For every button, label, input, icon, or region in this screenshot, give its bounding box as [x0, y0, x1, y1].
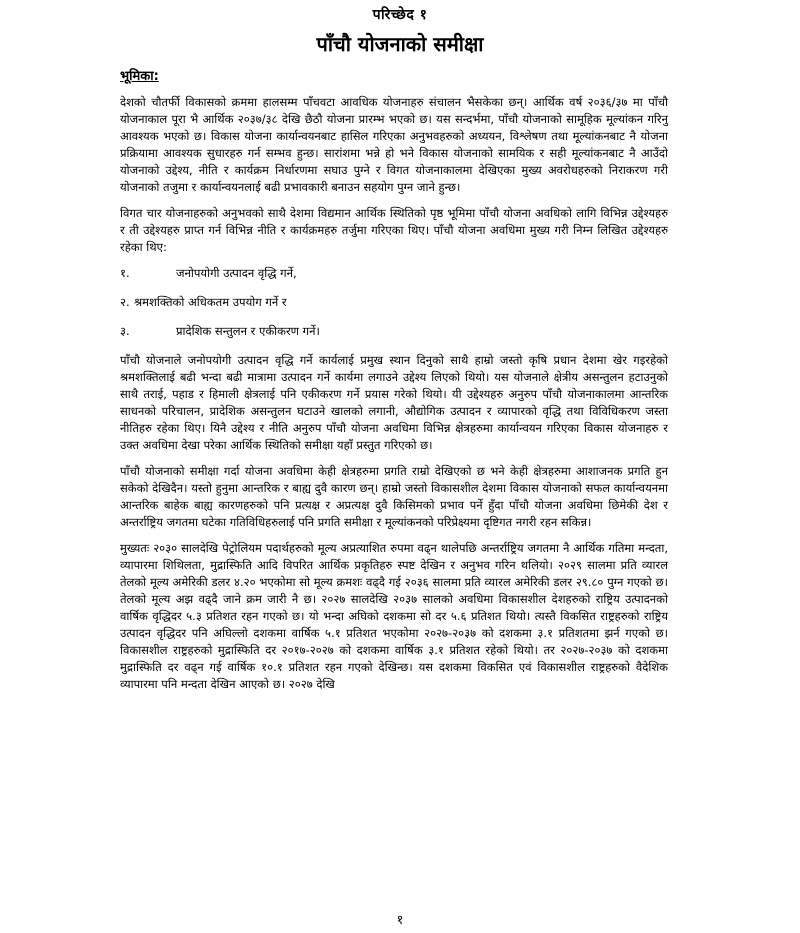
section-heading: भूमिका: [120, 69, 159, 84]
document-body [120, 68, 668, 702]
objective-text: प्रादेशिक सन्तुलन र एकीकरण गर्ने। [176, 324, 320, 338]
objective-item [120, 323, 668, 340]
paragraph-introduction: देशको चौतर्फी विकासको क्रममा हालसम्म पाँचवटा आवधिक योजनाहरु संचालन भैसकेका छन्। आर्थिक वर्ष २०३६/३७ मा पाँचौ योजनाकाल पूरा भै आर्थिक २०३७/३८ देखि छैठौ योजना प्रारम्भ भएको छ। यस सन्दर्भमा, पाँचौ योजनाको सामूहिक मूल्यांकन गरिनु आवश्यक भएको छ। विकास योजना कार्यान्वयनबाट हासिल गरिएका अनुभवहरुको अध्ययन, विश्लेषण तथा मूल्यांकनबाट नै योजना प्रक्रियामा आवश्यक सुधारहरु गर्न सम्भव हुन्छ। सारांशमा भन्ने हो भने विकास योजनाको सामयिक र सही मूल्यांकनबाट नै आउँदो योजनाको उद्देश्य, नीति र कार्यक्रम निर्धारणमा सघाउ पुग्ने र विगत योजनाकालमा देखिएका मुख्य अवरोधहरुको निराकरण गरी योजनाको तजुमा र कार्यान्वयनलाई बढी प्रभावकारी बनाउन सहयोग पुग्न जाने हुन्छ। [120, 95, 668, 194]
objective-item [120, 294, 668, 311]
page-number: १ [396, 913, 404, 928]
paragraph-economic-situation: मुख्यतः २०३० सालदेखि पेट्रोलियम पदार्थहरुको मूल्य अप्रत्याशित रुपमा वढ्न थालेपछि अन्तर्राष्ट्रिय जगतमा नै आर्थिक गतिमा मन्दता, व्यापारमा शिथिलता, मुद्रास्फिति आदि विपरित आर्थिक प्रकृतिहरु स्पष्ट देखिन र अनुभव गरिन थलियो। २०२९ सालमा प्रति व्यारल तेलको मूल्य अमेरिकी डलर ४.२० भएकोमा सो मूल्य क्रमशः वढ्दै गई २०३६ सालमा प्रति व्यारल अमेरिकी डलर २९.८० पुग्न गएको छ। तेलको मूल्य अझ वढ्दै जाने क्रम जारी नै छ। २०२७ सालदेखि २०३७ सालको अवधिमा विकासशील देशहरुको राष्ट्रिय उत्पादनको वार्षिक वृद्धिदर ५.३ प्रतिशत रहन गएको छ। यो भन्दा अघिको दशकमा सो दर ५.६ प्रतिशत थियो। त्यस्तै विकसित राष्ट्रहरुको राष्ट्रिय उत्पादन वृद्धिदर पनि अघिल्लो दशकमा वार्षिक ५.१ प्रतिशत भएकोमा २०२७-२०३७ को दशकमा ३.१ प्रतिशतमा झर्न गएको छ। विकासशील राष्ट्रहरुको मुद्रास्फिति दर २०१७-२०२७ को दशकमा वार्षिक ३.१ प्रतिशत रहेको थियो। तर २०२७-२०३७ को दशकमा मुद्रास्फिति दर वढ्न गई वार्षिक १०.१ प्रतिशत रहन गएको देखिन्छ। यस दशकमा विकसित एवं विकासशील राष्ट्रहरुको वैदेशिक व्यापारमा पनि मन्दता देखिन आएको छ। २०२७ देखि [120, 541, 668, 691]
page-title: पाँचौ योजनाको समीक्षा [316, 32, 484, 56]
objective-text: श्रमशक्तिको अधिकतम उपयोग गर्ने र [134, 295, 287, 309]
chapter-label: परिच्छेद १ [372, 7, 428, 23]
objective-text: जनोपयोगी उत्पादन वृद्धि गर्ने, [176, 266, 297, 280]
objective-number: ३. [120, 324, 130, 338]
objective-item [120, 265, 668, 282]
paragraph-policies: पाँचौ योजनाले जनोपयोगी उत्पादन वृद्धि गर्ने कार्यलाई प्रमुख स्थान दिनुको साथै हाम्रो जस्तो कृषि प्रधान देशमा खेर गइरहेको श्रमशक्तिलाई बढी भन्दा बढी मात्रामा उत्पादन गर्ने कार्यमा लगाउने उद्देश्य लिएको थियो। यस योजनाले क्षेत्रीय असन्तुलन हटाउनुको साथै तराई, पहाड र हिमाली क्षेत्रलाई पनि एकीकरण गर्ने प्रयास गरेको थियो। यी उद्देश्यहरु अनुरुप पाँचौ योजनाकालमा आन्तरिक साधनको परिचालन, प्रादेशिक असन्तुलन घटाउने खालको लगानी, औद्योगिक उत्पादन र व्यापारको वृद्धि तथा विविधिकरण जस्ता नीतिहरु रहेका थिए। यिनै उद्देश्य र नीति अनुरुप पाँचौ योजना अवधिमा विभिन्न क्षेत्रहरुमा कार्यान्वयन गरिएका विकास योजनाहरु र उक्त अवधिमा देखा परेका आर्थिक स्थितिको समीक्षा यहाँ प्रस्तुत गरिएको छ। [120, 353, 668, 452]
paragraph-objectives-intro: विगत चार योजनाहरुको अनुभवको साथै देशमा विद्यमान आर्थिक स्थितिको पृष्ठ भूमिमा पाँचौ योजना अवधिको लागि विभिन्न उद्देश्यहरु र ती उद्देश्यहरु प्राप्त गर्न विभिन्न नीति र कार्यक्रमहरु तर्जुमा गरिएका थिए। पाँचौ योजना अवधिमा मुख्य गरी निम्न लिखित उद्देश्यहरु रहेका थिए: [120, 206, 668, 254]
objective-number: २. [120, 295, 130, 309]
objective-number: १. [120, 266, 130, 280]
paragraph-review: पाँचौ योजनाको समीक्षा गर्दा योजना अवधिमा केही क्षेत्रहरुमा प्रगति राम्रो देखिएको छ भने केही क्षेत्रहरुमा आशाजनक प्रगति हुन सकेको देखिदैन। यस्तो हुनुमा आन्तरिक र बाह्य दुवै कारण छन्। हाम्रो जस्तो विकासशील देशमा विकास योजनाको सफल कार्यान्वयनमा आन्तरिक बाहेक बाह्य कारणहरुको पनि प्रत्यक्ष र अप्रत्यक्ष दुवै किसिमको प्रभाव पर्ने हुँदा पाँचौ योजना अवधिमा छिमेकी देश र अन्तर्राष्ट्रिय जगतमा घटेका गतिविधिहरुलाई पनि प्रगति समीक्षा र मूल्यांकनको परिप्रेक्ष्यमा दृष्टिगत नगरी रहन सकिन्न। [120, 464, 668, 529]
